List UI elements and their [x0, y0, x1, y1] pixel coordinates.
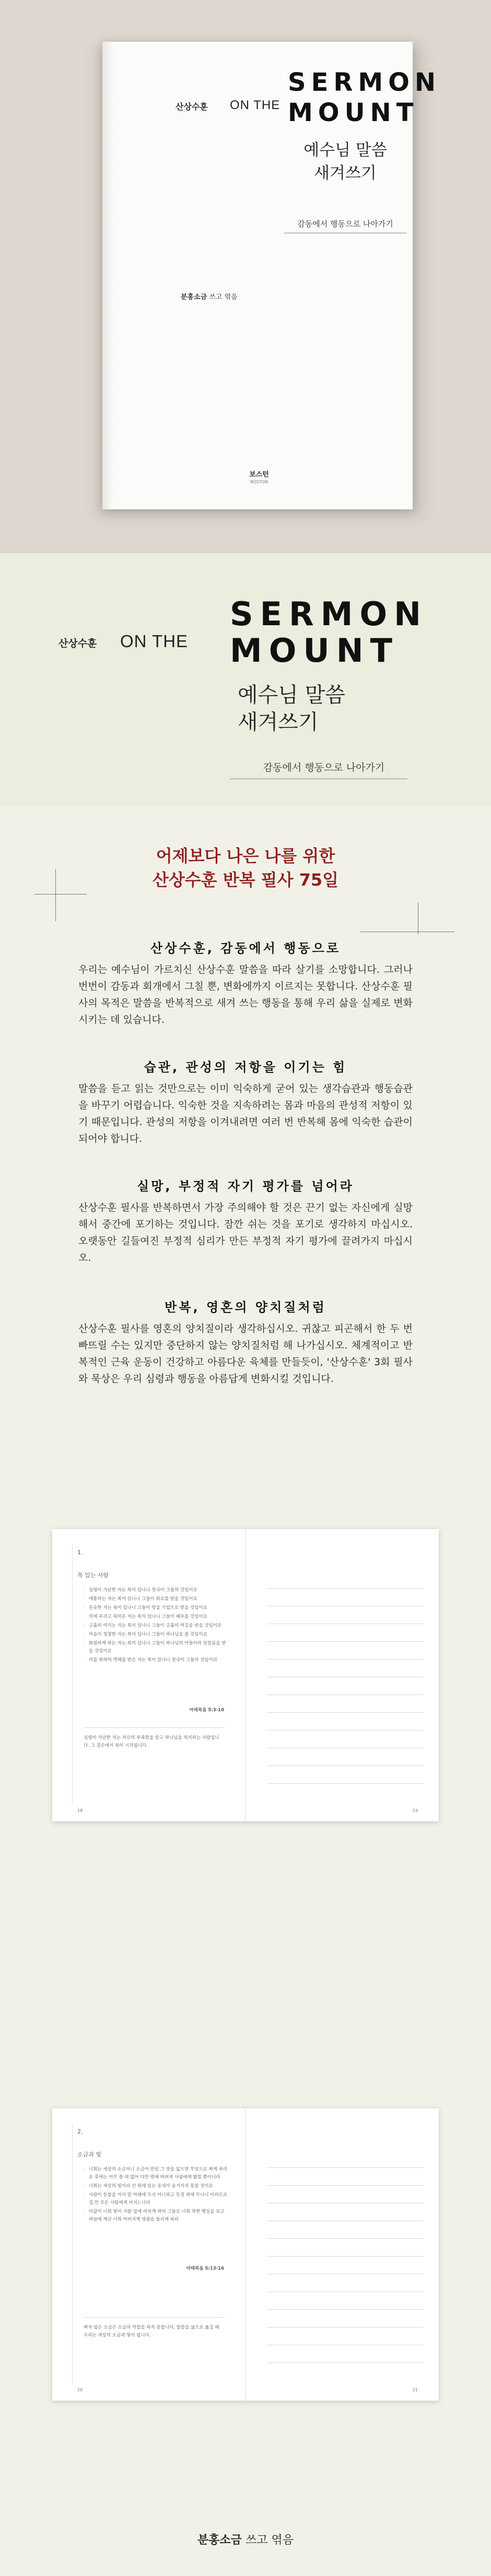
spread-2-verses — [84, 2166, 230, 2225]
spread-1-writing-lines — [267, 1571, 424, 1800]
verse-line: · 심령이 가난한 자는 복이 있나니 천국이 그들의 것임이요 — [84, 1587, 230, 1594]
cover-title-line1: SERMON — [288, 68, 441, 97]
sample-spread-2 — [52, 2108, 439, 2401]
bracket-left-horizontal — [34, 894, 87, 895]
spread-2-left-page — [52, 2108, 245, 2401]
title-section — [0, 553, 491, 806]
section-4 — [78, 1297, 413, 1387]
title-on-the: ON THE — [120, 631, 189, 651]
spread-2-right-page — [246, 2108, 439, 2401]
section-2-body: 말씀을 듣고 읽는 것만으로는 이미 익숙하게 굳어 있는 생각습관과 행동습관을 바꾸기 어렵습니다. 익숙한 것을 지속하려는 몸과 마음의 관성적 저항이 있기 때문입니다. 관성의 저항을 이겨내려면 여러 번 반복해 몸에 익숙한 습관이 되어야 합니다. — [78, 1083, 413, 1144]
bracket-left-vertical — [55, 869, 56, 921]
title-author: 산상수훈 — [59, 638, 97, 649]
spread-1-right-page — [246, 1529, 439, 1821]
verse-line: · 의를 위하여 박해를 받은 자는 복이 있나니 천국이 그들의 것임이라 — [84, 1656, 230, 1664]
book-cover — [102, 42, 441, 509]
title-subtitle: 감동에서 행동으로 나아가기 — [263, 762, 385, 773]
verse-line: · 화평하게 하는 자는 복이 있나니 그들이 하나님의 아들이라 일컬음을 받을 것임이요 — [84, 1640, 230, 1655]
book-spine — [102, 42, 114, 509]
section-1 — [78, 938, 413, 1028]
footer-credit — [0, 2531, 491, 2547]
verse-line: · 이같이 너희 빛이 사람 앞에 비치게 하여 그들로 너희 착한 행실을 보고 하늘에 계신 너희 아버지께 영광을 돌리게 하라 — [84, 2208, 230, 2224]
title-korean-line1: 예수님 말씀 — [238, 683, 345, 707]
cover-subtitle: 감동에서 행동으로 나아가기 — [297, 219, 393, 229]
headline-line2: 산상수훈 반복 필사 75일 — [152, 870, 339, 890]
section-3-heading: 실망, 부정적 자기 평가를 넘어라 — [137, 1179, 354, 1194]
title-line1: SERMON — [230, 595, 428, 633]
cover-credit — [181, 291, 238, 301]
section-1-body: 우리는 예수님이 가르치신 산상수훈 말씀을 따라 살기를 소망합니다. 그러나 번번이 감동과 회개에서 그칠 뿐, 변화에까지 이르지는 못합니다. 산상수훈 필사의 목적은 말씀을 반복적으로 새겨 쓰는 행동을 통해 우리 삶을 실제로 변화시키는 데 있습니다. — [78, 964, 413, 1025]
publisher-name: 보스턴 — [249, 471, 269, 479]
verse-line: · 너희는 세상의 빛이라 산 위에 있는 동네가 숨겨지지 못할 것이요 — [84, 2183, 230, 2190]
spread-2-page-right: 21 — [412, 2388, 418, 2392]
section-4-body: 산상수훈 필사를 영혼의 양치질이라 생각하십시오. 귀찮고 피곤해서 한 두 번 빠뜨릴 수는 있지만 중단하지 않는 양치질처럼 해 나가십시오. 체계적이고 반복적인 근육 운동이 건강하고 아름다운 육체를 만들듯이, '산상수훈' 3회 필사와 묵상은 우리 심령과 행동을 아름답게 변화시킬 것입니다. — [78, 1323, 413, 1385]
spread-2-day: 2. — [77, 2128, 83, 2135]
verse-line: · 사람이 등불을 켜서 말 아래에 두지 아니하고 등경 위에 두나니 이러므로 집 안 모든 사람에게 비치느니라 — [84, 2191, 230, 2207]
cover-credit-suffix: 쓰고 엮음 — [207, 293, 238, 301]
publisher-logo — [243, 469, 275, 484]
verse-line: · 마음이 청결한 자는 복이 있나니 그들이 하나님을 볼 것임이요 — [84, 1631, 230, 1639]
cover-korean-title-line2: 새겨쓰기 — [314, 164, 377, 183]
spread-1-page-left: 18 — [77, 1808, 83, 1813]
cover-on-the: ON THE — [230, 98, 280, 112]
spread-2-writing-lines — [267, 2150, 424, 2380]
verse-line: · 너희는 세상의 소금이니 소금이 만일 그 맛을 잃으면 무엇으로 짜게 하리요 후에는 아무 쓸 데 없어 다만 밖에 버려져 사람에게 밟힐 뿐이니라 — [84, 2166, 230, 2181]
title-line2: MOUNT — [230, 631, 399, 670]
sample-spread-1 — [52, 1529, 439, 1821]
spread-1-left-page — [52, 1529, 245, 1821]
cover-korean-title-line1: 예수님 말씀 — [303, 141, 387, 160]
spread-1-page-right: 19 — [412, 1808, 418, 1813]
section-4-heading: 반복, 영혼의 양치질처럼 — [165, 1300, 326, 1315]
section-2 — [78, 1057, 413, 1147]
spread-2-reference: 마태복음 5:13-16 — [186, 2266, 224, 2271]
spread-1-margin-line — [72, 1544, 73, 1805]
spread-2-note: 짜지 않은 소금은 소금의 역할을 하지 못합니다. 말씀을 삶으로 옮길 때 우리는 세상의 소금과 빛이 됩니다. — [84, 2317, 225, 2340]
book-cover-section — [0, 0, 491, 553]
section-2-heading: 습관, 관성의 저항을 이기는 힘 — [144, 1060, 347, 1075]
section-3 — [78, 1176, 413, 1266]
spread-2-margin-line — [72, 2123, 73, 2384]
title-korean-line2: 새겨쓰기 — [238, 710, 319, 734]
spread-2-section-title: 소금과 빛 — [77, 2151, 102, 2158]
spread-1-reference: 마태복음 5:3-10 — [189, 1708, 224, 1713]
publisher-small: BOSTON — [250, 480, 268, 484]
cover-credit-name: 분홍소금 — [181, 293, 207, 301]
verse-line: · 애통하는 자는 복이 있나니 그들이 위로를 받을 것임이요 — [84, 1595, 230, 1603]
headline-line1: 어제보다 나은 나를 위한 — [156, 846, 335, 866]
section-3-body: 산상수훈 필사를 반복하면서 가장 주의해야 할 것은 끈기 없는 자신에게 실망해서 중간에 포기하는 것입니다. 잠깐 쉬는 것을 포기로 생각하지 마십시오. 오랫동안 길들여진 부정적 심리가 만든 부정적 자기 평가에 끌려가지 마십시오. — [78, 1202, 413, 1263]
cover-title-line2: MOUNT — [288, 98, 419, 127]
spread-1-day: 1. — [77, 1549, 83, 1556]
verse-line: · 의에 주리고 목마른 자는 복이 있나니 그들이 배부를 것임이요 — [84, 1613, 230, 1621]
section-1-heading: 산상수훈, 감동에서 행동으로 — [150, 941, 341, 956]
spread-1-verses — [84, 1587, 230, 1665]
spread-1-note: 심령이 가난한 자는 자신의 부족함을 알고 하나님을 의지하는 사람입니다. 그 겸손에서 복이 시작됩니다. — [84, 1727, 225, 1750]
footer-credit-suffix: 쓰고 엮음 — [242, 2534, 294, 2547]
spread-1-section-title: 복 있는 사람 — [77, 1572, 109, 1579]
footer-credit-name: 분홍소금 — [197, 2534, 242, 2547]
verse-line: · 온유한 자는 복이 있나니 그들이 땅을 기업으로 받을 것임이요 — [84, 1604, 230, 1612]
verse-line: · 긍휼히 여기는 자는 복이 있나니 그들이 긍휼히 여김을 받을 것임이요 — [84, 1622, 230, 1630]
cover-author: 산상수훈 — [176, 102, 208, 112]
spread-2-page-left: 20 — [77, 2388, 83, 2392]
intro-section — [0, 806, 491, 1263]
